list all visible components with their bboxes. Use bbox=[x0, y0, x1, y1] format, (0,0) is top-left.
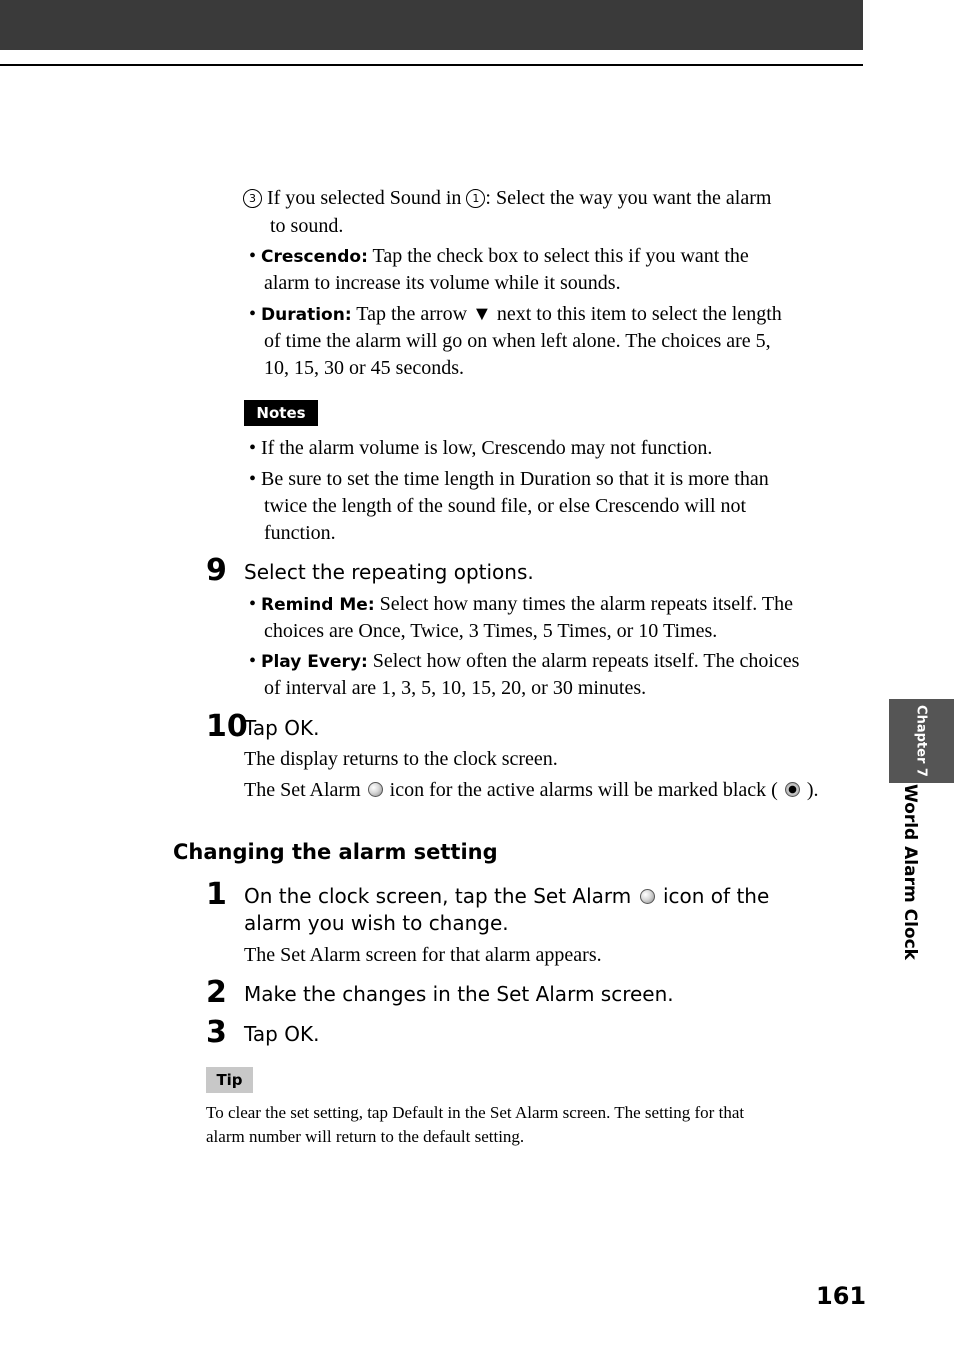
section-step-1-title: On the clock screen, tap the Set Alarm icon of the bbox=[244, 884, 770, 908]
set-alarm-icon bbox=[368, 782, 383, 797]
section-heading: Changing the alarm setting bbox=[173, 840, 498, 864]
step-number-1: 1 bbox=[206, 877, 227, 912]
step-number-10: 10 bbox=[206, 709, 248, 744]
set-alarm-icon bbox=[640, 889, 655, 904]
tip-line1: To clear the set setting, tap Default in the Set Alarm screen. The setting for that bbox=[206, 1103, 745, 1122]
section-step-1-body: The Set Alarm screen for that alarm appears. bbox=[244, 944, 602, 966]
circled-number-1: 1 bbox=[466, 189, 485, 208]
sound-item-line1: 3 If you selected Sound in 1 : Select the way you want the alarm bbox=[243, 185, 771, 212]
play-every-line2: of interval are 1, 3, 5, 10, 15, 20, or 30 minutes. bbox=[264, 677, 647, 699]
crescendo-bullet: • Crescendo: Tap the check box to select this if you want the bbox=[249, 245, 749, 267]
page-number: 161 bbox=[816, 1282, 867, 1310]
section-step-1-title-line2: alarm you wish to change. bbox=[244, 911, 509, 935]
step-10-body1: The display returns to the clock screen. bbox=[244, 748, 558, 770]
play-every-bullet: • Play Every: Select how often the alarm repeats itself. The choices bbox=[249, 650, 800, 672]
duration-line2: of time the alarm will go on when left alone. The choices are 5, bbox=[264, 330, 771, 352]
duration-term: Duration: bbox=[261, 305, 352, 325]
remind-me-line2: choices are Once, Twice, 3 Times, 5 Times, or 10 Times. bbox=[264, 620, 718, 642]
play-every-term: Play Every: bbox=[261, 652, 368, 672]
step-number-2: 2 bbox=[206, 975, 227, 1010]
tip-line2: alarm number will return to the default setting. bbox=[206, 1127, 525, 1146]
active-alarm-icon bbox=[785, 782, 800, 797]
note-item-line2: twice the length of the sound file, or else Crescendo will not bbox=[264, 495, 747, 517]
duration-line3: 10, 15, 30 or 45 seconds. bbox=[264, 357, 464, 379]
remind-me-term: Remind Me: bbox=[261, 595, 375, 615]
header-bar bbox=[0, 0, 863, 50]
tip-label: Tip bbox=[206, 1067, 253, 1093]
notes-label: Notes bbox=[244, 400, 318, 426]
remind-me-bullet: • Remind Me: Select how many times the alarm repeats itself. The bbox=[249, 593, 794, 615]
step-9-title: Select the repeating options. bbox=[244, 560, 534, 584]
crescendo-term: Crescendo: bbox=[261, 247, 368, 267]
step-number-9: 9 bbox=[206, 553, 227, 588]
note-item: • If the alarm volume is low, Crescendo may not function. bbox=[249, 437, 713, 459]
step-number-3: 3 bbox=[206, 1015, 227, 1050]
crescendo-line2: alarm to increase its volume while it sounds. bbox=[264, 272, 621, 294]
chapter-label: Chapter 7 bbox=[913, 705, 929, 777]
chapter-title: World Alarm Clock bbox=[900, 784, 920, 960]
circled-number-3: 3 bbox=[243, 189, 262, 208]
note-item: • Be sure to set the time length in Duration so that it is more than bbox=[249, 468, 769, 490]
step-10-body2: The Set Alarm icon for the active alarms will be marked black ( ). bbox=[244, 779, 819, 801]
note-item-line3: function. bbox=[264, 522, 336, 544]
section-step-2-title: Make the changes in the Set Alarm screen. bbox=[244, 982, 674, 1006]
sound-item-line2: to sound. bbox=[270, 215, 344, 237]
step-10-title: Tap OK. bbox=[244, 716, 320, 740]
header-rule bbox=[0, 64, 863, 66]
section-step-3-title: Tap OK. bbox=[244, 1022, 320, 1046]
duration-bullet: • Duration: Tap the arrow ▼ next to this item to select the length bbox=[249, 303, 782, 325]
